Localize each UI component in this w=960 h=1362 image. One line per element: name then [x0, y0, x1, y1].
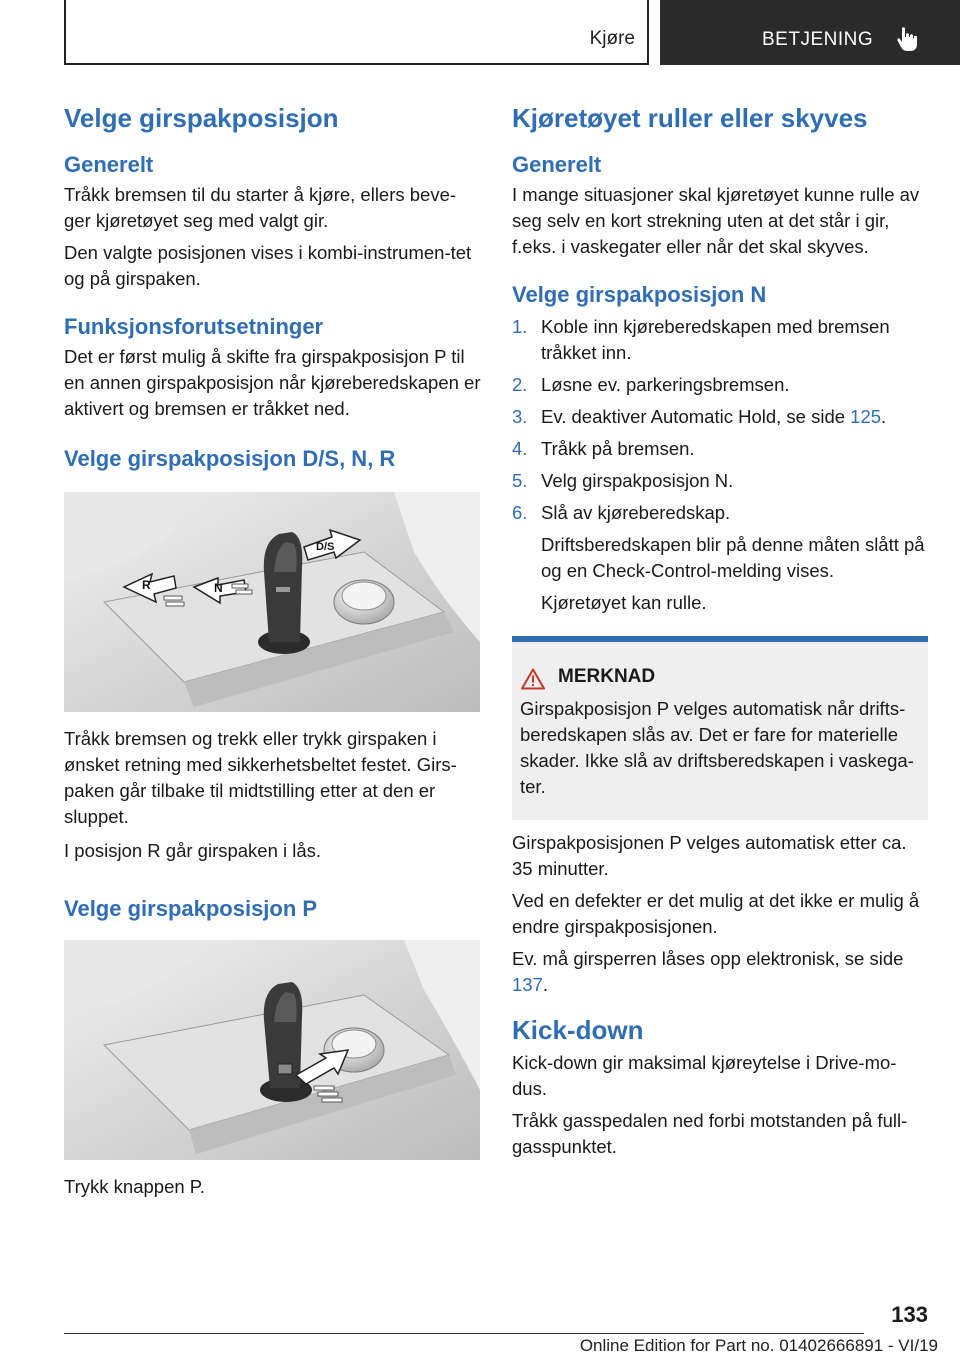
- step-number: 3.: [512, 406, 528, 427]
- header-chapter-tab: [660, 0, 960, 65]
- section-title-gear-position: Velge girspakposisjon: [64, 103, 339, 133]
- paragraph-position-display: Den valgte posisjonen vises i kombi-instrumen-tet og på girspaken.: [64, 242, 472, 289]
- footer-edition: Online Edition for Part no. 01402666891 - VI/19: [579, 1336, 938, 1355]
- caption-figure-p: Trykk knappen P.: [64, 1176, 205, 1197]
- heading-select-p: Velge girspakposisjon P: [64, 896, 318, 921]
- step-number: 6.: [512, 502, 528, 523]
- heading-general-rolling: Generelt: [512, 152, 602, 177]
- notice-title: MERKNAD: [558, 666, 656, 687]
- step-number: 4.: [512, 438, 528, 459]
- paragraph-auto-park: Girspakposisjonen P velges automatisk etter ca. 35 minutter.: [512, 832, 907, 879]
- step6-rolling: Kjøretøyet kan rulle.: [541, 592, 707, 613]
- header-chapter-label: BETJENING: [762, 29, 874, 50]
- right-column: [512, 100, 930, 1160]
- step-text: Koble inn kjøreberedskapen med bremsen tråkket inn.: [541, 316, 890, 363]
- unlock-text: Ev. må girsperren låses opp elektronisk, se side: [512, 948, 904, 969]
- header-section-tab: [64, 0, 649, 65]
- step-number: 2.: [512, 374, 528, 395]
- heading-select-n: Velge girspakposisjon N: [512, 282, 767, 307]
- paragraph-brake-start: Tråkk bremsen til du starter å kjøre, ellers beve-ger kjøretøyet seg med valgt gir.: [64, 184, 457, 231]
- left-column: [64, 100, 482, 1200]
- fig1-label-n: N: [214, 581, 223, 595]
- list-item: [512, 404, 930, 430]
- heading-prerequisites: Funksjonsforutsetninger: [64, 314, 324, 339]
- figure-gear-selector-p: [64, 940, 480, 1160]
- section-title-rolling: Kjøretøyet ruller eller skyves: [512, 103, 868, 133]
- steps-list: [512, 314, 930, 526]
- list-item: [512, 372, 930, 398]
- list-item: [512, 436, 930, 462]
- page-link-137[interactable]: 137: [512, 974, 543, 995]
- notice-box: [512, 636, 928, 820]
- paragraph-unlock: [512, 946, 930, 998]
- park-button-illustration: [64, 940, 480, 1160]
- list-item: [512, 314, 930, 366]
- paragraph-kickdown: Kick-down gir maksimal kjøreytelse i Drive-mo-dus.: [512, 1052, 897, 1099]
- heading-general: Generelt: [64, 152, 154, 177]
- paragraph-gas-pedal: Tråkk gasspedalen ned forbi motstanden på full-gasspunktet.: [512, 1110, 908, 1157]
- list-item: [512, 468, 930, 494]
- paragraph-prerequisites: Det er først mulig å skifte fra girspakposisjon P til en annen girspakposisjon når kjøreberedskapen er aktivert og bremsen er tråkket ned.: [64, 346, 481, 419]
- step6-result: Driftsberedskapen blir på denne måten slått på og en Check-Control-melding vises.: [541, 534, 925, 581]
- step-text: Slå av kjøreberedskap.: [541, 502, 731, 523]
- notice-text: Girspakposisjon P velges automatisk når drifts-beredskapen slås av. Det er fare for materielle skader. Ikke slå av driftsberedskapen i vaskega-ter.: [520, 698, 914, 797]
- pointing-hand-icon: [896, 26, 920, 52]
- fig1-label-ds: D/S: [316, 541, 335, 553]
- figure-gear-selector-dsnr: [64, 492, 480, 712]
- step-text: Ev. deaktiver Automatic Hold, se side: [541, 406, 851, 427]
- fig1-label-r: R: [142, 578, 151, 592]
- step-text: Løsne ev. parkeringsbremsen.: [541, 374, 790, 395]
- header-section-label: Kjøre: [589, 28, 635, 49]
- list-item: [512, 500, 930, 526]
- footer-rule: [64, 1333, 864, 1334]
- page-link-125[interactable]: 125: [850, 406, 882, 427]
- step-number: 1.: [512, 316, 528, 337]
- step-text-end: .: [881, 406, 887, 427]
- step-text: Tråkk på bremsen.: [541, 438, 695, 459]
- gear-selector-illustration: [64, 492, 480, 712]
- caption-figure-dsnr: Tråkk bremsen og trekk eller trykk girspaken i ønsket retning med sikkerhetsbeltet festet. Girs-paken går tilbake til midtstilling etter at den er sluppet.: [64, 728, 457, 827]
- section-title-kickdown: Kick-down: [512, 1015, 644, 1045]
- paragraph-rolling-general: I mange situasjoner skal kjøretøyet kunne rulle av seg selv en kort strekning uten at det står i gir, f.eks. i vaskegater eller når det skal skyves.: [512, 184, 920, 257]
- page-number: 133: [891, 1302, 928, 1327]
- step-text: Velg girspakposisjon N.: [541, 470, 734, 491]
- unlock-text-end: .: [542, 974, 549, 995]
- paragraph-defect: Ved en defekter er det mulig at det ikke er mulig å endre girspakposisjonen.: [512, 890, 920, 937]
- warning-triangle-icon: [521, 668, 545, 690]
- paragraph-r-lock: I posisjon R går girspaken i lås.: [64, 840, 322, 861]
- heading-select-dsnr: Velge girspakposisjon D/S, N, R: [64, 446, 396, 471]
- step-number: 5.: [512, 470, 528, 491]
